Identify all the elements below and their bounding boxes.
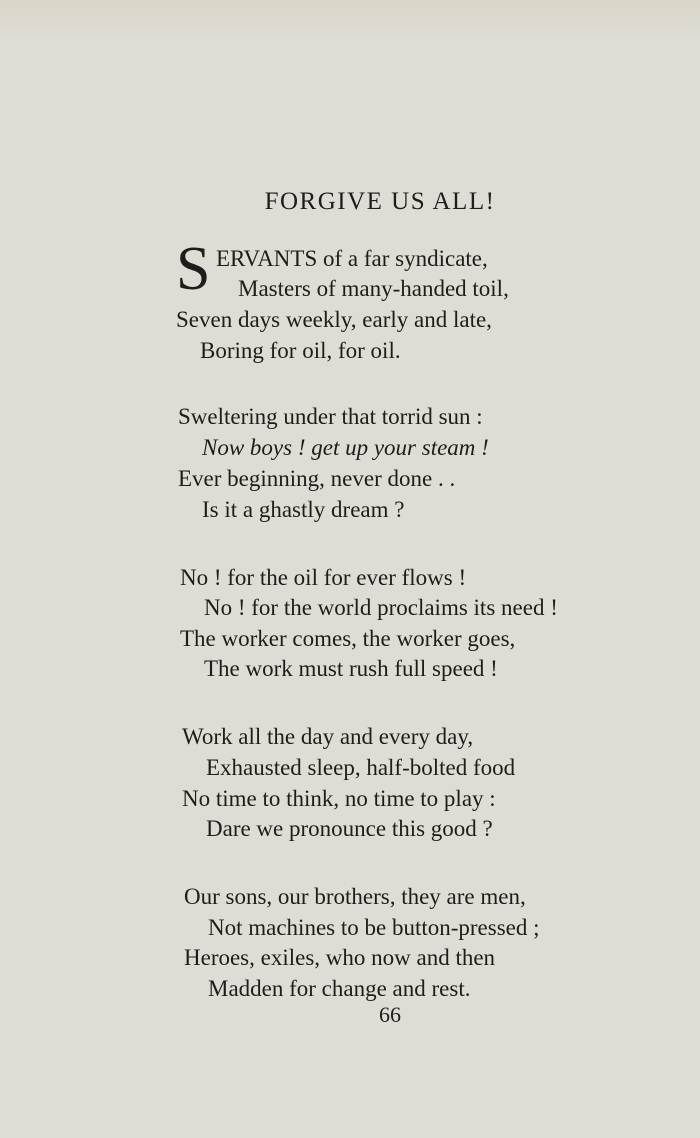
poem-line: The work must rush full speed ! xyxy=(204,656,498,681)
poem-title: FORGIVE US ALL! xyxy=(264,188,496,215)
poem-line: Ever beginning, never done . . xyxy=(178,466,456,491)
poem-line: The worker comes, the worker goes, xyxy=(180,626,516,651)
poem-line: No time to think, no time to play : xyxy=(182,786,496,811)
poem-line: No ! for the oil for ever flows ! xyxy=(180,565,467,590)
poem-line: Heroes, exiles, who now and then xyxy=(184,945,496,970)
poem-line: Seven days weekly, early and late, xyxy=(176,307,492,332)
poem-line: Madden for change and rest. xyxy=(208,976,471,1001)
poem-line: Boring for oil, for oil. xyxy=(200,338,401,363)
poem-line: Masters of many-handed toil, xyxy=(238,276,509,301)
poem-line: Work all the day and every day, xyxy=(182,724,474,749)
page-number: 66 xyxy=(379,1002,401,1027)
poem-line: Is it a ghastly dream ? xyxy=(202,497,405,522)
drop-cap: S xyxy=(176,235,211,303)
poem-line: No ! for the world proclaims its need ! xyxy=(204,595,558,620)
poem-line: Not machines to be button-pressed ; xyxy=(208,915,540,940)
poem-line: Exhausted sleep, half-bolted food xyxy=(206,755,516,780)
poem-line: Our sons, our brothers, they are men, xyxy=(184,884,526,909)
poem-line: Sweltering under that torrid sun : xyxy=(178,404,483,429)
poem-line: ERVANTS of a far syndicate, xyxy=(216,246,488,271)
poem-line: Now boys ! get up your steam ! xyxy=(202,435,489,460)
poem-line: Dare we pronounce this good ? xyxy=(206,816,493,841)
